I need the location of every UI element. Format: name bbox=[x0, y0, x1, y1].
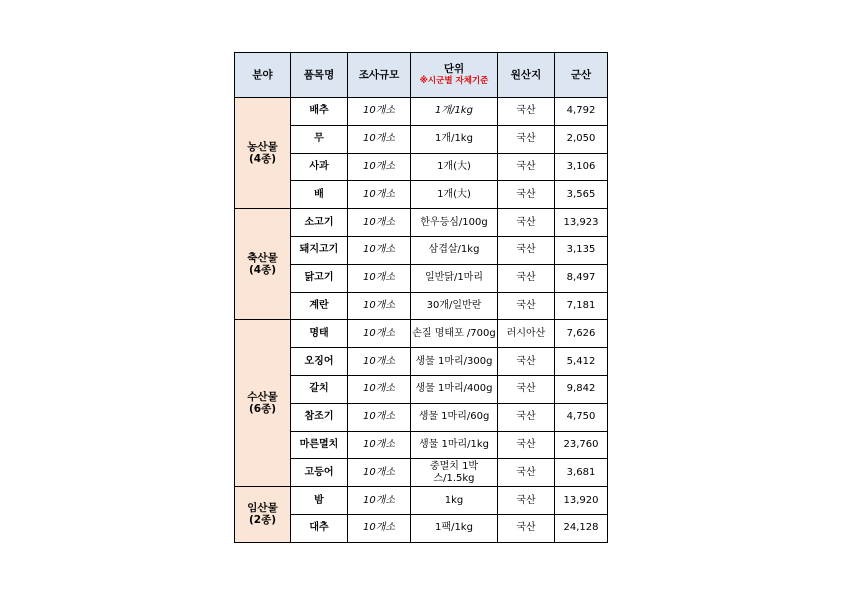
price-survey-table bbox=[234, 52, 608, 543]
survey-scale: 10개소 bbox=[348, 264, 411, 292]
item-name: 무 bbox=[291, 125, 348, 153]
price: 8,497 bbox=[555, 264, 608, 292]
survey-scale: 10개소 bbox=[348, 375, 411, 403]
origin: 국산 bbox=[498, 98, 555, 126]
price: 7,181 bbox=[555, 292, 608, 320]
origin: 국산 bbox=[498, 264, 555, 292]
origin: 국산 bbox=[498, 514, 555, 542]
unit: 생물 1마리/60g bbox=[411, 403, 498, 431]
table-row bbox=[235, 181, 608, 209]
header-unit-label: 단위 bbox=[443, 63, 465, 75]
origin: 국산 bbox=[498, 487, 555, 515]
header-county: 군산 bbox=[555, 53, 608, 98]
price: 9,842 bbox=[555, 375, 608, 403]
survey-scale: 10개소 bbox=[348, 153, 411, 181]
survey-scale: 10개소 bbox=[348, 98, 411, 126]
unit: 삼겹살/1kg bbox=[411, 236, 498, 264]
table-row bbox=[235, 320, 608, 348]
item-name: 소고기 bbox=[291, 209, 348, 237]
survey-scale: 10개소 bbox=[348, 292, 411, 320]
table-row bbox=[235, 487, 608, 515]
item-name: 닭고기 bbox=[291, 264, 348, 292]
category-name: 농산물 bbox=[247, 141, 278, 154]
category-name: 축산물 bbox=[247, 252, 278, 265]
origin: 국산 bbox=[498, 181, 555, 209]
survey-scale: 10개소 bbox=[348, 236, 411, 264]
price: 24,128 bbox=[555, 514, 608, 542]
unit: 1개(大) bbox=[411, 181, 498, 209]
survey-scale: 10개소 bbox=[348, 431, 411, 459]
price: 3,135 bbox=[555, 236, 608, 264]
category-count: (6종) bbox=[248, 403, 277, 416]
category-cell-forestry bbox=[235, 487, 291, 543]
survey-scale: 10개소 bbox=[348, 209, 411, 237]
survey-scale: 10개소 bbox=[348, 459, 411, 487]
unit: 생물 1마리/1kg bbox=[411, 431, 498, 459]
unit: 1개/1kg bbox=[411, 125, 498, 153]
table-row bbox=[235, 125, 608, 153]
unit: 생물 1마리/300g bbox=[411, 348, 498, 376]
origin: 국산 bbox=[498, 236, 555, 264]
origin: 국산 bbox=[498, 348, 555, 376]
item-name: 돼지고기 bbox=[291, 236, 348, 264]
origin: 국산 bbox=[498, 403, 555, 431]
table-row bbox=[235, 514, 608, 542]
table-row bbox=[235, 292, 608, 320]
table-row bbox=[235, 431, 608, 459]
price: 3,565 bbox=[555, 181, 608, 209]
header-row bbox=[235, 53, 608, 98]
origin: 국산 bbox=[498, 125, 555, 153]
category-cell-livestock bbox=[235, 209, 291, 320]
category-count: (2종) bbox=[248, 514, 277, 527]
origin: 국산 bbox=[498, 375, 555, 403]
table-row bbox=[235, 375, 608, 403]
category-name: 임산물 bbox=[247, 502, 278, 515]
price: 23,760 bbox=[555, 431, 608, 459]
item-name: 고등어 bbox=[291, 459, 348, 487]
origin: 국산 bbox=[498, 431, 555, 459]
table-row bbox=[235, 209, 608, 237]
item-name: 갈치 bbox=[291, 375, 348, 403]
origin: 국산 bbox=[498, 153, 555, 181]
item-name: 배 bbox=[291, 181, 348, 209]
survey-scale: 10개소 bbox=[348, 348, 411, 376]
origin: 국산 bbox=[498, 292, 555, 320]
table-row bbox=[235, 403, 608, 431]
table-row bbox=[235, 153, 608, 181]
unit: 한우등심/100g bbox=[411, 209, 498, 237]
origin: 러시아산 bbox=[498, 320, 555, 348]
table-row bbox=[235, 264, 608, 292]
survey-scale: 10개소 bbox=[348, 125, 411, 153]
survey-scale: 10개소 bbox=[348, 181, 411, 209]
item-name: 오징어 bbox=[291, 348, 348, 376]
header-item: 품목명 bbox=[291, 53, 348, 98]
header-unit bbox=[411, 53, 498, 98]
item-name: 참조기 bbox=[291, 403, 348, 431]
category-name: 수산물 bbox=[247, 391, 278, 404]
survey-scale: 10개소 bbox=[348, 514, 411, 542]
item-name: 마른멸치 bbox=[291, 431, 348, 459]
item-name: 명태 bbox=[291, 320, 348, 348]
item-name: 사과 bbox=[291, 153, 348, 181]
unit: 1개(大) bbox=[411, 153, 498, 181]
category-count: (4종) bbox=[248, 153, 277, 166]
unit: 일반닭/1마리 bbox=[411, 264, 498, 292]
unit: 1팩/1kg bbox=[411, 514, 498, 542]
header-origin: 원산지 bbox=[498, 53, 555, 98]
unit: 1개/1kg bbox=[411, 98, 498, 126]
unit: 1kg bbox=[411, 487, 498, 515]
price: 13,923 bbox=[555, 209, 608, 237]
unit: 중멸치 1박 스/1.5kg bbox=[411, 459, 498, 487]
price: 5,412 bbox=[555, 348, 608, 376]
table-row bbox=[235, 348, 608, 376]
item-name: 계란 bbox=[291, 292, 348, 320]
category-count: (4종) bbox=[248, 264, 277, 277]
survey-scale: 10개소 bbox=[348, 403, 411, 431]
item-name: 배추 bbox=[291, 98, 348, 126]
category-cell-agriculture bbox=[235, 98, 291, 209]
price: 4,792 bbox=[555, 98, 608, 126]
unit: 30개/일반란 bbox=[411, 292, 498, 320]
origin: 국산 bbox=[498, 209, 555, 237]
table-row bbox=[235, 236, 608, 264]
table-row bbox=[235, 459, 608, 487]
price: 4,750 bbox=[555, 403, 608, 431]
price: 3,681 bbox=[555, 459, 608, 487]
table-row bbox=[235, 98, 608, 126]
price: 7,626 bbox=[555, 320, 608, 348]
price: 2,050 bbox=[555, 125, 608, 153]
price: 13,920 bbox=[555, 487, 608, 515]
item-name: 밤 bbox=[291, 487, 348, 515]
header-category: 분야 bbox=[235, 53, 291, 98]
item-name: 대추 bbox=[291, 514, 348, 542]
origin: 국산 bbox=[498, 459, 555, 487]
survey-scale: 10개소 bbox=[348, 487, 411, 515]
survey-scale: 10개소 bbox=[348, 320, 411, 348]
price: 3,106 bbox=[555, 153, 608, 181]
category-cell-fishery bbox=[235, 320, 291, 487]
unit: 손질 명태포 /700g bbox=[411, 320, 498, 348]
unit: 생물 1마리/400g bbox=[411, 375, 498, 403]
header-unit-note: ※시군별 자체기준 bbox=[419, 76, 489, 86]
header-survey-scale: 조사규모 bbox=[348, 53, 411, 98]
